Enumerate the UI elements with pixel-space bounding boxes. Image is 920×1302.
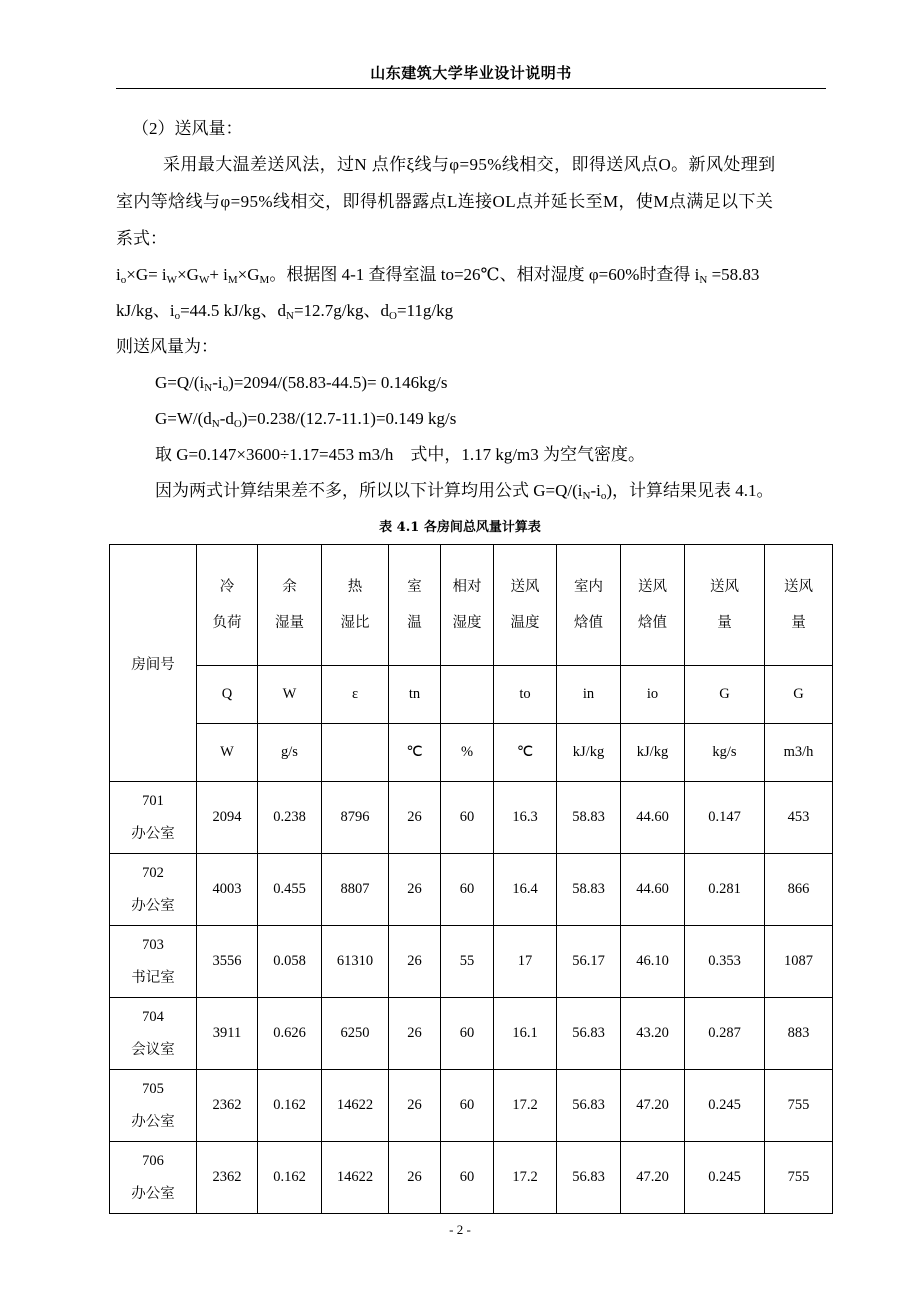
table-row — [110, 854, 833, 926]
table-cell: 0.455 — [258, 854, 322, 926]
header-row-units — [110, 724, 833, 782]
table-cell: 17.2 — [494, 1142, 557, 1214]
table-cell: 0.147 — [685, 782, 765, 854]
room-name: 会议室 — [131, 1041, 175, 1058]
column-unit: m3/h — [765, 724, 833, 782]
room-cell — [110, 782, 197, 854]
column-symbol: to — [494, 666, 557, 724]
table-cell: 883 — [765, 998, 833, 1070]
room-name: 办公室 — [131, 1113, 175, 1130]
column-symbol: tn — [389, 666, 441, 724]
column-symbol: G — [685, 666, 765, 724]
table-cell: 47.20 — [621, 1142, 685, 1214]
column-header-line: 负荷 — [212, 615, 242, 631]
column-header-line: 送风 — [784, 579, 813, 595]
column-symbol: io — [621, 666, 685, 724]
table-cell: 0.281 — [685, 854, 765, 926]
column-header-line: 冷 — [219, 579, 235, 595]
table-cell: 58.83 — [557, 782, 621, 854]
paragraph-line-1: 采用最大温差送风法，过N 点作ξ线与φ=95%线相交，即得送风点O。新风处理到 — [163, 155, 776, 174]
header-row-symbols — [110, 666, 833, 724]
table-cell: 16.3 — [494, 782, 557, 854]
table-cell: 0.245 — [685, 1070, 765, 1142]
table-cell: 0.238 — [258, 782, 322, 854]
table-cell: 0.245 — [685, 1142, 765, 1214]
table-cell: 60 — [441, 998, 494, 1070]
column-header-line: 送风 — [638, 579, 667, 595]
column-unit: W — [197, 724, 258, 782]
table-row — [110, 1142, 833, 1214]
calc-adopted: 取 G=0.147×3600÷1.17=453 m3/h 式中，1.17 kg/m3 为空气密度。 — [155, 445, 646, 464]
table-cell: 46.10 — [621, 926, 685, 998]
table-cell: 14622 — [322, 1142, 389, 1214]
table-caption: 表 4.1 各房间总风量计算表 — [379, 520, 541, 535]
column-header-line: 量 — [791, 615, 806, 631]
column-header-line: 湿比 — [340, 615, 370, 631]
table-cell: 60 — [441, 1142, 494, 1214]
room-number: 703 — [142, 936, 164, 953]
column-unit: g/s — [258, 724, 322, 782]
table-row — [110, 1070, 833, 1142]
table-cell: 0.058 — [258, 926, 322, 998]
table-cell: 866 — [765, 854, 833, 926]
room-name: 办公室 — [131, 825, 175, 842]
table-cell: 55 — [441, 926, 494, 998]
room-number: 706 — [142, 1152, 164, 1169]
table-cell: 3556 — [197, 926, 258, 998]
column-header-line: 相对 — [452, 579, 482, 595]
table-cell: 61310 — [322, 926, 389, 998]
table-cell: 43.20 — [621, 998, 685, 1070]
column-unit: kJ/kg — [557, 724, 621, 782]
table-cell: 17 — [494, 926, 557, 998]
column-header-line: 温度 — [510, 615, 540, 631]
table-cell: 8796 — [322, 782, 389, 854]
calc-conclusion: 因为两式计算结果差不多，所以以下计算均用公式 $G=Q/(i_N-i_o)$，计算结果见表 4.1。 — [155, 481, 774, 502]
table-cell: 0.353 — [685, 926, 765, 998]
table-cell: 26 — [389, 926, 441, 998]
column-unit: ℃ — [494, 724, 557, 782]
table-cell: 0.626 — [258, 998, 322, 1070]
column-symbol: Q — [197, 666, 258, 724]
column-header-label — [322, 545, 389, 666]
column-symbol: in — [557, 666, 621, 724]
column-header-line: 焓值 — [638, 615, 667, 631]
room-number: 702 — [142, 864, 164, 881]
table-cell: 60 — [441, 1070, 494, 1142]
calc-formula-q: $G=Q/(i_N-i_o)=2094/(58.83-44.5)= 0.146kg/s$ — [155, 373, 448, 394]
table-cell: 26 — [389, 854, 441, 926]
section-heading: （2）送风量： — [132, 119, 243, 138]
column-header-label — [557, 545, 621, 666]
room-cell — [110, 854, 197, 926]
column-header-label — [494, 545, 557, 666]
room-cell — [110, 926, 197, 998]
table-cell: 1087 — [765, 926, 833, 998]
column-header-line: 余 — [282, 579, 297, 595]
room-cell — [110, 998, 197, 1070]
table-cell: 6250 — [322, 998, 389, 1070]
column-header-line: 室 — [407, 579, 422, 595]
column-header-label — [197, 545, 258, 666]
table-cell: 4003 — [197, 854, 258, 926]
room-name: 书记室 — [131, 969, 175, 986]
header-row-labels — [110, 545, 833, 666]
column-header-label — [258, 545, 322, 666]
table-cell: 2362 — [197, 1142, 258, 1214]
room-name: 办公室 — [131, 897, 175, 914]
document-header: 山东建筑大学毕业设计说明书 — [370, 64, 572, 82]
page-number: - 2 - — [449, 1222, 471, 1237]
column-header-line: 湿量 — [275, 615, 304, 631]
column-header-line: 量 — [717, 615, 732, 631]
column-unit: ℃ — [389, 724, 441, 782]
column-header-line: 室内 — [574, 579, 603, 595]
table-cell: 0.162 — [258, 1070, 322, 1142]
room-number: 705 — [142, 1080, 164, 1097]
table-cell: 26 — [389, 1070, 441, 1142]
column-header-line: 送风 — [510, 579, 540, 595]
room-cell — [110, 1142, 197, 1214]
header-divider — [116, 88, 826, 89]
equation-values: kJ/kg、$i_o=44.5$ kJ/kg、$d_N=12.7g/kg$、$d_O=11g/kg$ — [116, 301, 454, 322]
result-label: 则送风量为： — [116, 337, 218, 356]
table-cell: 14622 — [322, 1070, 389, 1142]
table-cell: 3911 — [197, 998, 258, 1070]
column-header-line: 热 — [347, 579, 363, 595]
table-cell: 16.4 — [494, 854, 557, 926]
table-cell: 47.20 — [621, 1070, 685, 1142]
table-cell: 8807 — [322, 854, 389, 926]
table-cell: 58.83 — [557, 854, 621, 926]
table-cell: 755 — [765, 1070, 833, 1142]
table-cell: 2094 — [197, 782, 258, 854]
paragraph-line-3: 系式： — [116, 229, 167, 248]
column-unit: kJ/kg — [621, 724, 685, 782]
room-cell — [110, 1070, 197, 1142]
column-symbol: G — [765, 666, 833, 724]
column-header-line: 焓值 — [574, 615, 603, 631]
room-number: 701 — [142, 792, 164, 809]
room-number-header: 房间号 — [110, 545, 197, 782]
table-cell: 60 — [441, 854, 494, 926]
table-cell: 17.2 — [494, 1070, 557, 1142]
table-cell: 453 — [765, 782, 833, 854]
table-cell: 0.162 — [258, 1142, 322, 1214]
paragraph-line-2: 室内等焓线与φ=95%线相交，即得机器露点L连接OL点并延长至M，使M点满足以下关 — [116, 192, 774, 211]
column-header-label — [389, 545, 441, 666]
table-cell: 44.60 — [621, 782, 685, 854]
calc-formula-w: $G=W/(d_N-d_O)=0.238/(12.7-11.1)=0.149$ kg/s — [155, 409, 457, 430]
table-cell: 56.83 — [557, 1070, 621, 1142]
column-header-line: 温 — [407, 615, 422, 631]
column-header-line: 湿度 — [452, 615, 482, 631]
column-header-label — [685, 545, 765, 666]
table-cell: 44.60 — [621, 854, 685, 926]
column-symbol — [441, 666, 494, 724]
table-cell: 56.83 — [557, 1142, 621, 1214]
column-symbol: W — [258, 666, 322, 724]
table-cell: 26 — [389, 782, 441, 854]
table-cell: 26 — [389, 1142, 441, 1214]
room-number: 704 — [142, 1008, 164, 1025]
table-cell: 755 — [765, 1142, 833, 1214]
table-cell: 16.1 — [494, 998, 557, 1070]
table-row — [110, 926, 833, 998]
table-row — [110, 782, 833, 854]
column-header-label — [441, 545, 494, 666]
column-symbol: ε — [322, 666, 389, 724]
column-unit: kg/s — [685, 724, 765, 782]
air-volume-table — [109, 544, 833, 1214]
table-cell: 56.83 — [557, 998, 621, 1070]
table-cell: 26 — [389, 998, 441, 1070]
table-cell: 56.17 — [557, 926, 621, 998]
room-name: 办公室 — [131, 1185, 175, 1202]
table-row — [110, 998, 833, 1070]
equation-relation: $i_o\times G= i_W\times G_W+ i_M\times G_M$。根据图 4-1 查得室温 to=26℃、相对湿度 φ=60%时查得 $i_N =58.83$ — [116, 265, 760, 286]
column-unit: % — [441, 724, 494, 782]
table-cell: 2362 — [197, 1070, 258, 1142]
column-unit — [322, 724, 389, 782]
table-cell: 0.287 — [685, 998, 765, 1070]
table-cell: 60 — [441, 782, 494, 854]
column-header-label — [621, 545, 685, 666]
column-header-label — [765, 545, 833, 666]
column-header-line: 送风 — [710, 579, 739, 595]
